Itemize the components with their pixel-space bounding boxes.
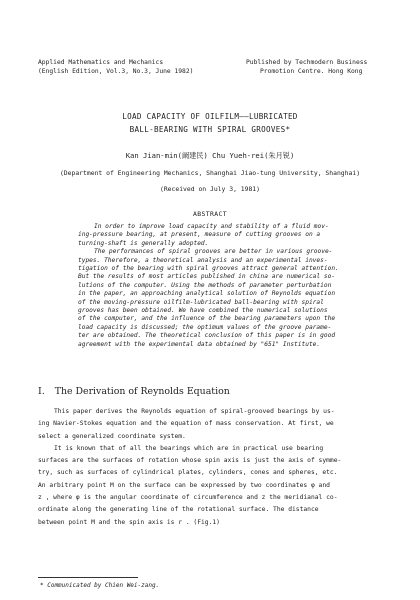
section-number: I. — [38, 386, 45, 397]
footnote-rule — [38, 577, 138, 578]
section-title: The Derivation of Reynolds Equation — [54, 386, 230, 397]
abstract — [78, 223, 360, 349]
journal-edition: (English Edition, Vol.3, No.3, June 1982) — [38, 68, 194, 75]
paper-title — [0, 110, 420, 136]
abstract-heading: ABSTRACT — [193, 210, 227, 218]
body-paragraph: It is known that of all the bearings which are in practical use bearing surfaces are the surfaces of rotation whose spin axis is just the axis of symme- try, such as surfaces of cylindrical plates, cylinders, cones and spheres, etc. An arbitrary point M on the surface can be expressed by two coordinates φ and z , where φ is the angular coordinate of circumference and z the meridianal co- ordinate along the generating line of the rotational surface. The distance between point M and the spin axis is r . (Fig.1) — [38, 444, 342, 526]
authors: Kan Jian-min(阚建民) Chu Yueh-rei(朱月锐) — [125, 151, 295, 160]
journal-info — [38, 58, 193, 76]
footnote: * Communicated by Chien Wei-zang. — [40, 582, 160, 589]
abstract-paragraph: In order to improve load capacity and stability of a fluid mov- ing-pressure bearing, at present, measure of cutting grooves on a turning-shaft is generally adopted. — [78, 223, 329, 247]
body-paragraph: This paper derives the Reynolds equation of spiral-grooved bearings by us- ing Navier-Stokes equation and the equation of mass conservation. At first, we select a generalized coordinate system. — [38, 408, 335, 440]
journal-name: Applied Mathematics and Mechanics — [38, 59, 164, 66]
affiliation: (Department of Engineering Mechanics, Shanghai Jiao-tung University, Shanghai) — [59, 169, 361, 177]
title-line-1: LOAD CAPACITY OF OILFILM——LUBRICATED — [122, 112, 298, 121]
publisher-info — [246, 58, 367, 76]
abstract-paragraph: The performances of spiral grooves are better in various groove- types. Therefore, a theoretical analysis and an experimental inves- tigation of the bearing with spiral grooves attract general attention. But the results of most articles published in china are numerical so- lutions of the computer. Using the methods of parameter perturbation in the paper, an approaching analytical solution of Reynolds equation of the moving-pressure oilfilm-lubricated ball-bearing with spiral grooves has been obtained. We have combined the numerical solutions of the computer, and the influence of the bearing parameters upon the load capacity is discussed; the optimum values of the groove parame- ter are obtained. The theoretical conclusion of this paper is in good agreement with the experimental data obtained by "651" Institute. — [78, 248, 339, 348]
body-text — [38, 406, 386, 529]
publisher-name: Published by Techmodern Business — [246, 59, 368, 66]
section-heading — [38, 386, 240, 397]
received-date: (Received on July 3, 1981) — [159, 185, 261, 193]
publisher-location: Promotion Centre. Hong Kong — [260, 68, 363, 75]
title-line-2: BALL-BEARING WITH SPIRAL GROOVES* — [129, 125, 291, 134]
